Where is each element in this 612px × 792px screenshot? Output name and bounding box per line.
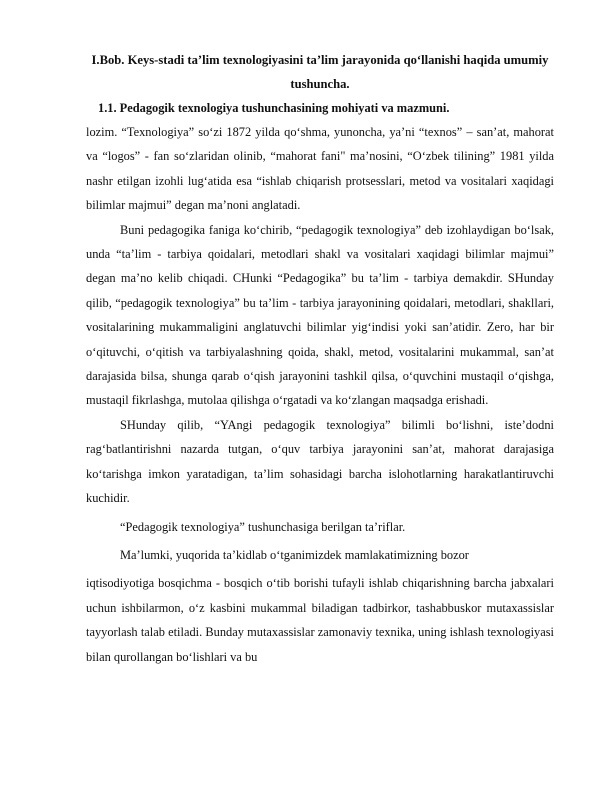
paragraph: “Pedagogik texnologiya” tushunchasiga berilgan ta’riflar. — [120, 519, 406, 534]
paragraph: lozim. “Texnologiya” so‘zi 1872 yilda qo‘shma, yunoncha, ya’ni “texnos” – san’at, mahorat va “logos” - fan so‘zlaridan olinib, “mahorat fani" ma’nosini, “O‘zbek tilining” 1981 yilda nashr etilgan izohli lug‘atida esa “ishlab chiqarish protsesslari, metod va vositalari xaqidagi bilimlar majmui” degan ma’noni anglatadi. — [86, 125, 554, 213]
paragraph: iqtisodiyotiga bosqichma - bosqich o‘tib borishi tufayli ishlab chiqarishning barcha jabxalari uchun ishbilarmon, o‘z kasbini mukammal biladigan tadbirkor, tashabbuskor mutaxassislar tayyorlash talab etiladi. Bunday mutaxassislar zamonaviy texnika, uning ishlash texnologiyasi bilan qurollangan bo‘lishlari va bu — [86, 576, 554, 664]
section-heading: 1.1. Pedagogik texnologiya tushunchasining mohiyati va mazmuni. — [98, 101, 450, 115]
paragraph: Ma’lumki, yuqorida ta’kidlab o‘tganimizdek mamlakatimizning bozor — [120, 547, 469, 562]
paragraph: Buni pedagogika faniga ko‘chirib, “pedagogik texnologiya” deb izohlaydigan bo‘lsak, unda “ta’lim - tarbiya qoidalari, metodlari shakl va vositalari xaqidagi bilimlar majmui” degan ma’no kelib chiqadi. CHunki “Pedagogika” bu ta’lim - tarbiya demakdir. SHunday qilib, “pedagogik texnologiya” bu ta’lim - tarbiya jarayonining qoidalari, metodlari, shakllari, vositalarining mukammaligini anglatuvchi bilimlar yig‘indisi yoki san’atidir. Zero, har bir o‘qituvchi, o‘qitish va tarbiyalashning qoida, shakl, metod, vositalarini mukammal, san’at darajasida bilsa, shunga qarab o‘qish jarayonini tashkil qilsa, o‘quvchini mustaqil o‘qishga, mustaqil fikrlashga, mutolaa qilishga o‘rgatadi va ko‘zlangan maqsadga erishadi. — [86, 222, 554, 408]
document-page — [86, 48, 554, 669]
chapter-title: I.Bob. Keys-stadi ta’lim texnologiyasini ta’lim jarayonida qo‘llanishi haqida umumiy tushuncha. — [91, 53, 549, 91]
paragraph: SHunday qilib, “YAngi pedagogik texnologiya” bilimli bo‘lishni, iste’dodni rag‘batlantirishni nazarda tutgan, o‘quv tarbiya jarayonini san’at, mahorat darajasiga ko‘tarishga imkon yaratadigan, ta’lim sohasidagi barcha islohotlarning harakatlantiruvchi kuchidir. — [86, 417, 554, 506]
